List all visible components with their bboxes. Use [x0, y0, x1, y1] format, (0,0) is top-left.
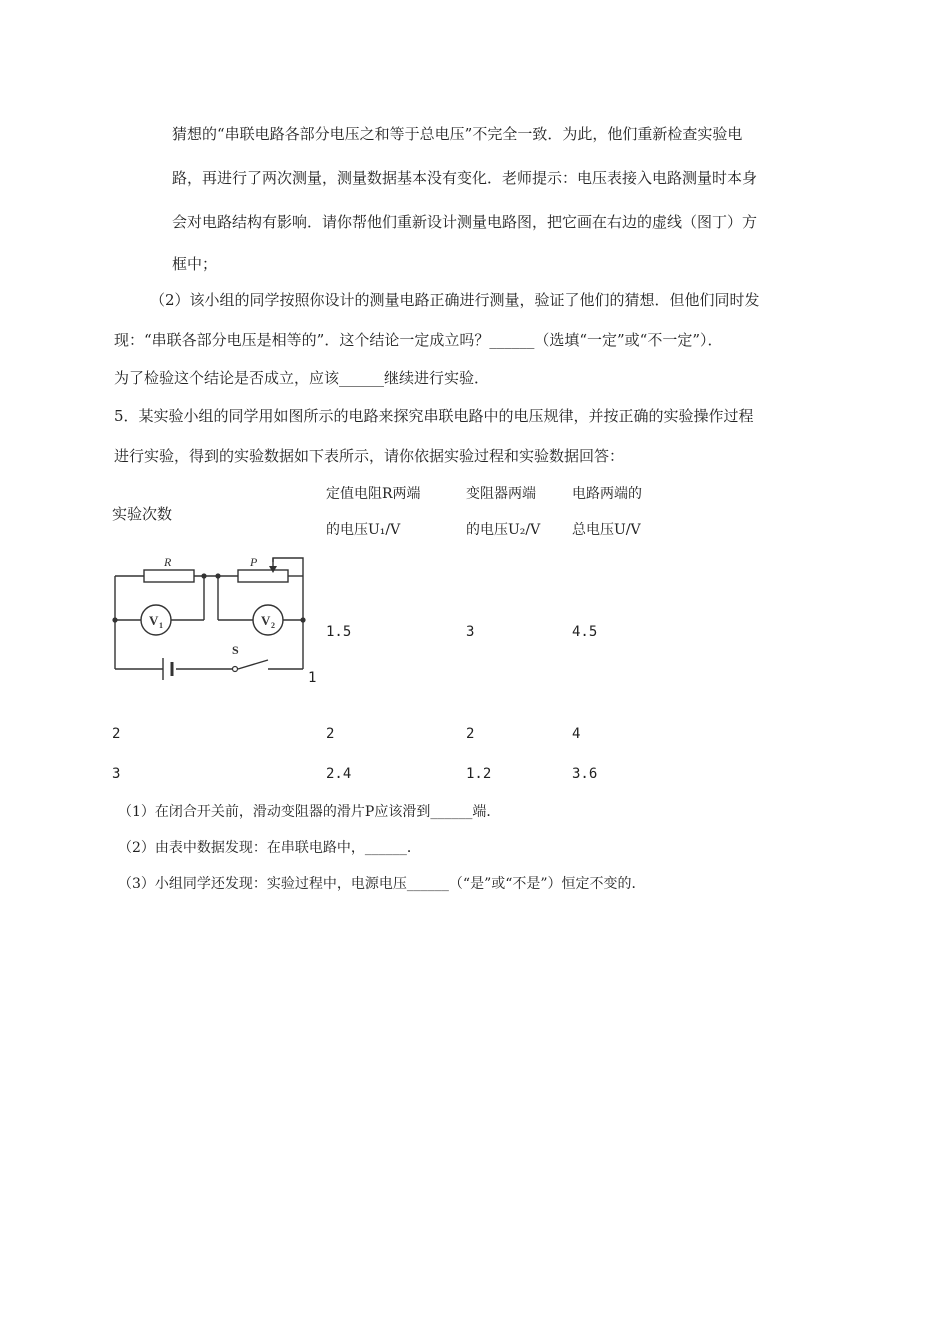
row2-u1: 2 [326, 726, 335, 742]
intro-line-4: 框中； [172, 255, 218, 273]
row3-u1: 2.4 [326, 766, 352, 782]
part2-line-1: （2）该小组的同学按照你设计的测量电路正确进行测量，验证了他们的猜想．但他们同时发 [150, 291, 760, 309]
question-3: （3）小组同学还发现：实验过程中，电源电压______（“是”或“不是”）恒定不变的． [118, 876, 646, 892]
intro-line-1: 猜想的“串联电路各部分电压之和等于总电压”不完全一致．为此，他们重新检查实验电 [172, 125, 743, 143]
table-header-u1-line2: 的电压U₁/V [326, 522, 401, 538]
table-header-u-line1: 电路两端的 [572, 486, 642, 502]
row3-u: 3.6 [572, 766, 598, 782]
row3-index: 3 [112, 766, 121, 782]
question-1: （1）在闭合开关前，滑动变阻器的滑片P应该滑到______端． [118, 804, 501, 820]
voltmeter-2-sub: 2 [271, 621, 275, 630]
rheostat [238, 570, 288, 582]
switch-contact [233, 667, 238, 672]
slider-label: P [250, 555, 258, 569]
resistor-r [144, 570, 194, 582]
row1-u: 4.5 [572, 624, 598, 640]
voltmeter-1-label: V [149, 613, 159, 628]
row2-index: 2 [112, 726, 121, 742]
row2-u2: 2 [466, 726, 475, 742]
switch-label: S [232, 643, 239, 657]
row1-index: 1 [308, 670, 317, 686]
circuit-diagram [108, 554, 318, 686]
row2-u: 4 [572, 726, 581, 742]
row3-u2: 1.2 [466, 766, 492, 782]
resistor-label: R [164, 555, 172, 569]
table-header-u2-line2: 的电压U₂/V [466, 522, 541, 538]
table-header-u-line2: 总电压U/V [572, 522, 641, 538]
part2-line-2: 现：“串联各部分电压是相等的”．这个结论一定成立吗？______（选填“一定”或“不一定”）． [114, 331, 723, 349]
row1-u1: 1.5 [326, 624, 352, 640]
q5-line-1: 5．某实验小组的同学用如图所示的电路来探究串联电路中的电压规律，并按正确的实验操作过程 [114, 407, 754, 425]
intro-line-3: 会对电路结构有影响．请你帮他们重新设计测量电路图，把它画在右边的虚线（图丁）方 [172, 213, 758, 231]
table-header-u2-line1: 变阻器两端 [466, 486, 536, 502]
intro-line-2: 路，再进行了两次测量，测量数据基本没有变化．老师提示：电压表接入电路测量时本身 [172, 169, 758, 187]
table-header-u1-line1: 定值电阻R两端 [326, 486, 421, 502]
row1-u2: 3 [466, 624, 475, 640]
q5-line-2: 进行实验，得到的实验数据如下表所示，请你依据实验过程和实验数据回答： [114, 447, 625, 465]
part2-line-3: 为了检验这个结论是否成立，应该______继续进行实验． [114, 369, 490, 387]
voltmeter-1-sub: 1 [159, 621, 163, 630]
question-2: （2）由表中数据发现：在串联电路中，______． [118, 840, 421, 856]
table-header-trial: 实验次数 [112, 505, 173, 523]
voltmeter-2-label: V [261, 613, 271, 628]
